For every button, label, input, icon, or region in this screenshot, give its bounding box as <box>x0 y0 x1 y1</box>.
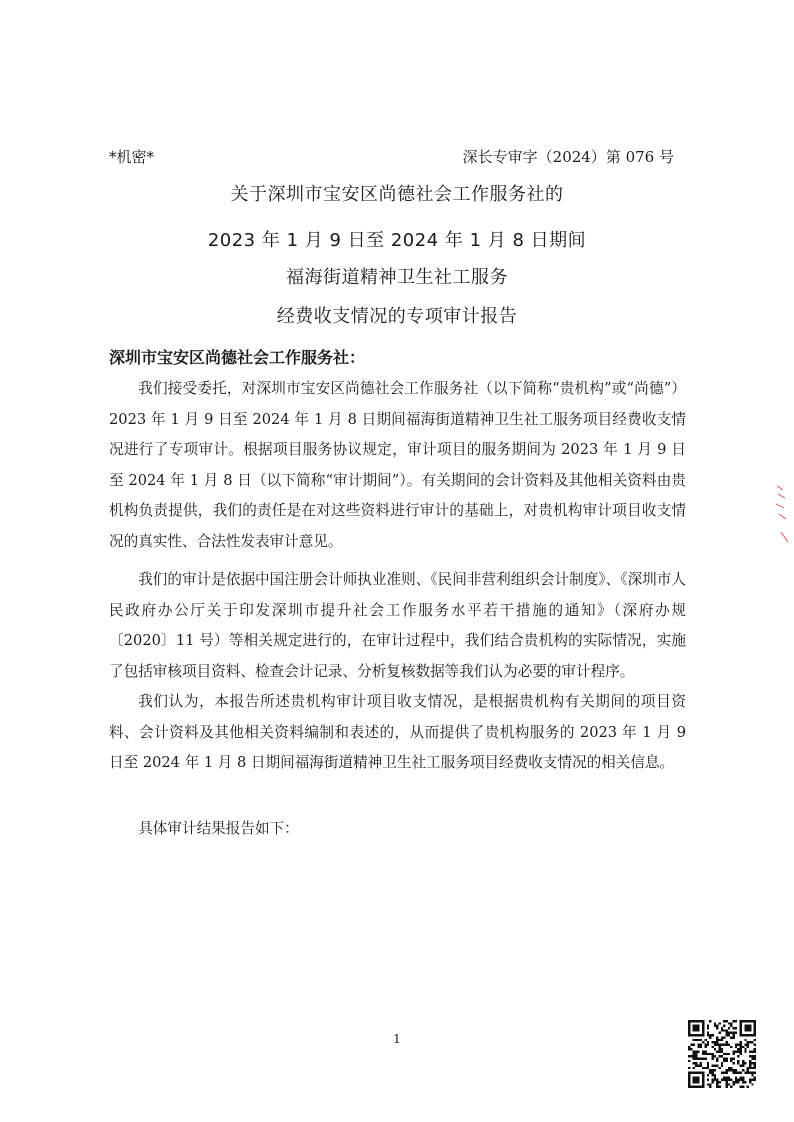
report-title-line-2: 2023 年 1 月 9 日至 2024 年 1 月 8 日期间 <box>207 230 587 251</box>
report-title-line-1: 关于深圳市宝安区尚德社会工作服务社的 <box>230 184 564 205</box>
confidential-label: *机密* <box>109 148 155 166</box>
addressee: 深圳市宝安区尚德社会工作服务社： <box>109 348 366 367</box>
paragraph-results-intro: 具体审计结果报告如下： <box>138 820 299 837</box>
report-title-line-4: 经费收支情况的专项审计报告 <box>276 306 518 327</box>
red-margin-mark-small <box>779 530 791 544</box>
paragraph-opinion: 我们认为，本报告所述贵机构审计项目收支情况，是根据贵机构有关期间的项目资料、会计资料及其他相关资料编制和表述的，从而提供了贵机构服务的 2023 年 1 月 9 日至 2024 年 1 月 8 日期间福海街道精神卫生社工服务项目经费收支情况的相关信息。 <box>109 693 686 771</box>
paragraph-audit-basis: 我们的审计是依据中国注册会计师执业准则、《民间非营利组织会计制度》、《深圳市人民政府办公厅关于印发深圳市提升社会工作服务水平若干措施的通知》（深府办规〔2020〕11 号）等相关规定进行的，在审计过程中，我们结合贵机构的实际情况，实施了包括审核项目资料、检查会计记录、分析复核数据等我们认为必要的审计程序。 <box>109 571 686 680</box>
red-margin-mark <box>774 484 788 524</box>
document-number: 深长专审字（2024）第 076 号 <box>462 148 674 166</box>
report-title-line-3: 福海街道精神卫生社工服务 <box>286 267 508 288</box>
page-number: 1 <box>393 1032 401 1046</box>
paragraph-engagement: 我们接受委托，对深圳市宝安区尚德社会工作服务社（以下简称“贵机构”或“尚德”） 2023 年 1 月 9 日至 2024 年 1 月 8 日期间福海街道精神卫生社工服务项目经费收支情况进行了专项审计。根据项目服务协议规定，审计项目的服务期间为 2023 年 1 月 9 日至 2024 年 1 月 8 日（以下简称“审计期间”）。有关期间的会计资料及其他相关资料由贵机构负责提供，我们的责任是在对这些资料进行审计的基础上，对贵机构审计项目收支情况的真实性、合法性发表审计意见。 <box>109 380 686 550</box>
qr-code-icon <box>688 1020 756 1088</box>
